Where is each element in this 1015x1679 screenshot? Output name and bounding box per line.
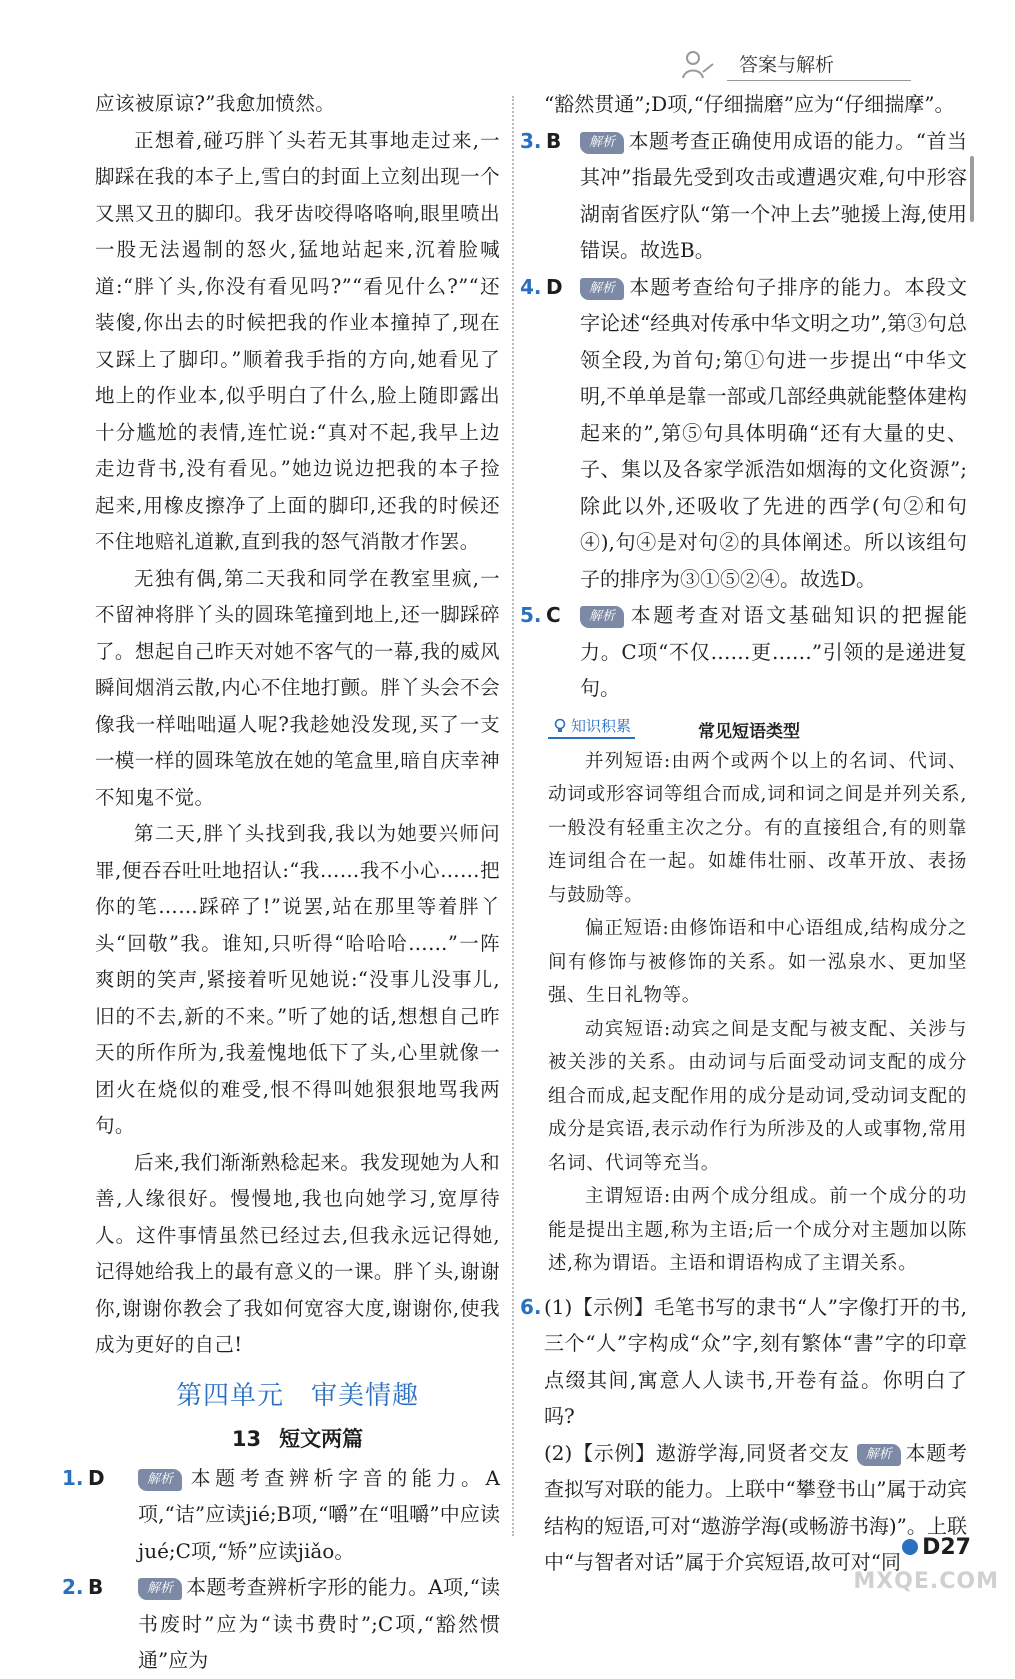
knowledge-tag bbox=[548, 715, 635, 739]
story-paragraph: 正想着,碰巧胖丫头若无其事地走过来,一脚踩在我的本子上,雪白的封面上立刻出现一个又黑又丑的脚印。我牙齿咬得咯咯响,眼里喷出一股无法遏制的怒火,猛地站起来,沉着脸喊道:“胖丫头,你没有看见吗?”“看见什么?”“还装傻,你出去的时候把我的作业本撞掉了,现在又踩上了脚印。”顺着我手指的方向,她看见了地上的作业本,似乎明白了什么,脸上随即露出十分尴尬的表情,连忙说:“真对不起,我早上边走边背书,没有看见。”她边说边把我的本子捡起来,用橡皮擦净了上面的脚印,还我的时候还不住地赔礼道歉,直到我的怒气消散才作罢。 bbox=[95, 128, 500, 553]
knowledge-paragraph: 主谓短语:由两个成分组成。前一个成分的功能是提出主题,称为主语;后一个成分对主题加以陈述,称为谓语。主语和谓语构成了主谓关系。 bbox=[548, 1186, 967, 1274]
story-paragraph: 第二天,胖丫头找到我,我以为她要兴师问罪,便吞吞吐吐地招认:“我……我不小心……把你的笔……踩碎了!”说罢,站在那里等着胖丫头“回敬”我。谁知,只听得“哈哈哈……”一阵爽朗的笑声,紧接着听见她说:“没事儿没事儿,旧的不去,新的不来。”听了她的话,想想自己昨天的所作所为,我羞愧地低下了头,心里就像一团火在烧似的难受,恨不得叫她狠狠地骂我两句。 bbox=[95, 822, 500, 1137]
knowledge-paragraph: 偏正短语:由修饰语和中心语组成,结构成分之间有修饰与被修饰的关系。如一泓泉水、更加坚强、生日礼物等。 bbox=[548, 918, 967, 1006]
answer-number: 4. bbox=[520, 274, 542, 299]
answer-letter: B bbox=[546, 128, 562, 153]
answer-item bbox=[520, 123, 967, 269]
answer-number: 5. bbox=[520, 603, 542, 627]
analysis-badge: 解析 bbox=[138, 1469, 182, 1491]
story-paragraph: 无独有偶,第二天我和同学在教室里疯,一不留神将胖丫头的圆珠笔撞到地上,还一脚踩碎了。想起自己昨天对她不客气的一幕,我的威风瞬间烟消云散,内心不住地打颤。胖丫头会不会像我一样咄咄逼人呢?我趁她没发现,买了一支一模一样的圆珠笔放在她的笔盒里,暗自庆幸神不知鬼不觉。 bbox=[95, 566, 500, 809]
answer-letter: C bbox=[546, 603, 561, 627]
answer-number: 6. bbox=[520, 1294, 542, 1319]
header-title: 答案与解析 bbox=[739, 54, 835, 76]
analysis-badge: 解析 bbox=[580, 132, 624, 154]
page-header bbox=[681, 40, 971, 90]
page-number-text: D27 bbox=[922, 1535, 971, 1560]
answer-letter: D bbox=[546, 274, 563, 299]
knowledge-paragraph: 动宾短语:动宾之间是支配与被支配、关涉与被关涉的关系。由动词与后面受动词支配的成分组合而成,起支配作用的成分是动词,受动词支配的成分是宾语,表示动作行为所涉及的人或事物,常用名词、代词等充当。 bbox=[548, 1018, 967, 1174]
story-paragraph: 后来,我们渐渐熟稔起来。我发现她为人和善,人缘很好。慢慢地,我也向她学习,宽厚待人。这件事情虽然已经过去,但我永远记得她,记得她给我上的最有意义的一课。胖丫头,谢谢你,谢谢你教会了我如何宽容大度,谢谢你,使我成为更好的自己! bbox=[95, 1150, 500, 1356]
lesson-number: 13 bbox=[231, 1426, 262, 1451]
page-dot-icon bbox=[902, 1539, 918, 1555]
answer-item bbox=[62, 1460, 500, 1570]
answer-item bbox=[520, 1289, 967, 1581]
left-column bbox=[62, 86, 500, 1679]
unit-heading: 第四单元 审美情趣 bbox=[175, 1380, 419, 1411]
answer-item bbox=[520, 269, 967, 598]
knowledge-box bbox=[548, 715, 967, 1281]
page-number bbox=[902, 1535, 971, 1560]
answer-text: 本题考查辨析字形的能力。A项,“读书废时”应为“读书费时”;C项,“豁然惯通”应为 bbox=[138, 1575, 500, 1672]
analysis-badge: 解析 bbox=[580, 278, 624, 300]
edge-marker bbox=[970, 156, 974, 222]
right-column bbox=[520, 86, 967, 1581]
person-logo-icon bbox=[681, 50, 715, 80]
answer-analysis: 本题考查拟写对联的能力。上联中“攀登书山”属于动宾结构的短语,可对“遨游学海(或畅游书海)”。上联中“与智者对话”属于介宾短语,故可对“同 bbox=[544, 1440, 967, 1574]
answer-text: (1)【示例】毛笔书写的隶书“人”字像打开的书,三个“人”字构成“众”字,刻有繁体“書”字的印章点缀其间,寓意人人读书,开卷有益。你明白了吗? bbox=[544, 1294, 967, 1428]
knowledge-title: 常见短语类型 bbox=[698, 721, 800, 742]
watermark: MXQE.COM bbox=[853, 1569, 999, 1594]
answer-lead: (2)【示例】遨游学海,同贤者交友 bbox=[544, 1440, 850, 1465]
analysis-badge: 解析 bbox=[580, 606, 624, 628]
answer-text: 本题考查对语文基础知识的把握能力。C项“不仅……更……”引领的是递进复句。 bbox=[580, 603, 967, 700]
answer-continuation: “豁然贯通”;D项,“仔细揣磨”应为“仔细揣摩”。 bbox=[544, 92, 955, 116]
knowledge-body bbox=[548, 745, 967, 1281]
knowledge-tag-label: 知识积累 bbox=[571, 716, 632, 735]
answer-item bbox=[520, 597, 967, 707]
header-rule bbox=[727, 80, 911, 81]
answer-letter: D bbox=[88, 1465, 105, 1490]
answer-text: 本题考查给句子排序的能力。本段文字论述“经典对传承中华文明之功”,第③句总领全段,为首句;第①句进一步提出“中华文明,不单单是靠一部或几部经典就能整体建构起来的”,第⑤句具体明确“还有大量的史、子、集以及各家学派浩如烟海的文化资源”;除此以外,还吸收了先进的西学(句②和句④),句④是对句②的具体阐述。所以该组句子的排序为③①⑤②④。故选D。 bbox=[580, 274, 967, 591]
answer-letter: B bbox=[88, 1575, 104, 1599]
answer-number: 2. bbox=[62, 1575, 84, 1599]
analysis-badge: 解析 bbox=[857, 1444, 901, 1466]
bulb-icon bbox=[552, 718, 568, 734]
answer-item bbox=[62, 1569, 500, 1679]
knowledge-paragraph: 并列短语:由两个或两个以上的名词、代词、动词或形容词等组合而成,词和词之间是并列关系,一般没有轻重主次之分。有的直接组合,有的则靠连词组合在一起。如雄伟壮丽、改革开放、表扬与鼓励等。 bbox=[548, 750, 967, 906]
story-text bbox=[95, 86, 500, 1364]
story-paragraph: 应该被原谅?”我愈加愤然。 bbox=[95, 92, 336, 115]
answer-text: 本题考查正确使用成语的能力。“首当其冲”指最先受到攻击或遭遇灾难,句中形容湖南省医疗队“第一个冲上去”驰援上海,使用错误。故选B。 bbox=[580, 128, 967, 262]
lesson-title: 短文两篇 bbox=[279, 1426, 364, 1451]
answer-number: 1. bbox=[62, 1465, 84, 1490]
lesson-heading bbox=[95, 1418, 500, 1460]
analysis-badge: 解析 bbox=[138, 1578, 182, 1600]
column-divider bbox=[512, 96, 514, 1536]
answer-text: 本题考查辨析字音的能力。A项,“诘”应读jié;B项,“嚼”在“咀嚼”中应读jué;C项,“矫”应读jiǎo。 bbox=[138, 1465, 500, 1563]
answer-number: 3. bbox=[520, 128, 542, 153]
